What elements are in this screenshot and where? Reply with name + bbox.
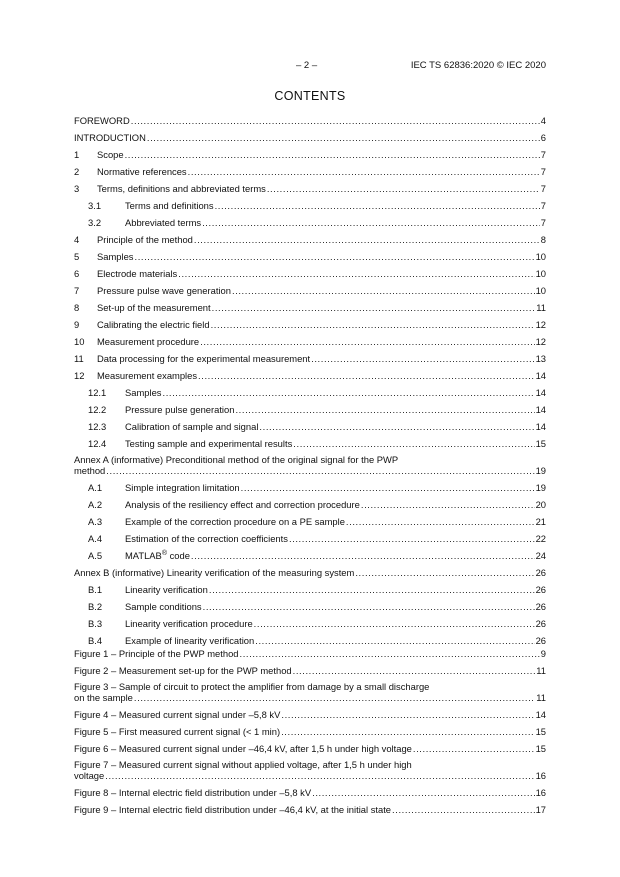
- leader-dots: [131, 112, 540, 129]
- toc-entry[interactable]: [74, 598, 546, 615]
- toc-entry[interactable]: [74, 333, 546, 350]
- entry-label-text: Linearity verification: [125, 584, 208, 595]
- toc-entry[interactable]: [74, 214, 546, 231]
- entry-label-text: Normative references: [97, 166, 187, 177]
- entry-label-text: Samples: [97, 251, 134, 262]
- entry-label-text: Figure 2 – Measurement set-up for the PWP method: [74, 665, 292, 676]
- leader-dots: [194, 231, 540, 248]
- entry-number: 6: [74, 268, 80, 279]
- entry-label: [74, 723, 280, 740]
- entry-label-text: Example of linearity verification: [125, 635, 255, 646]
- entry-label-text: Terms and definitions: [125, 200, 214, 211]
- entry-label-text: Estimation of the correction coefficients: [125, 533, 288, 544]
- entry-number: A.1: [88, 482, 103, 493]
- entry-label: [97, 333, 199, 350]
- entry-label: [125, 435, 292, 452]
- list-of-figures: [74, 645, 546, 818]
- entry-number: 3.1: [88, 200, 102, 211]
- entry-label-text: Pressure pulse generation: [125, 404, 235, 415]
- entry-label-text: Electrode materials: [97, 268, 178, 279]
- leader-dots: [240, 645, 540, 662]
- toc-entry[interactable]: [74, 530, 546, 547]
- toc-entry[interactable]: [74, 197, 546, 214]
- entry-page-number: 24: [535, 550, 546, 561]
- entry-number: 4: [74, 234, 80, 245]
- page-title: CONTENTS: [274, 89, 346, 103]
- entry-label: [125, 513, 345, 530]
- entry-label-text: Annex B (informative) Linearity verification of the measuring system: [74, 567, 355, 578]
- leader-dots: [235, 401, 534, 418]
- entry-label: [125, 615, 253, 632]
- toc-entry[interactable]: [74, 112, 546, 129]
- entry-label-text: Abbreviated terms: [125, 217, 202, 228]
- toc-entry[interactable]: [74, 679, 546, 706]
- entry-page-number: 20: [535, 499, 546, 510]
- toc-entry[interactable]: [74, 723, 546, 740]
- entry-second-line: [74, 692, 546, 703]
- entry-page-number: 7: [540, 183, 546, 194]
- entry-label-text: Figure 9 – Internal electric field distribution under –46,4 kV, at the initial state: [74, 804, 392, 815]
- entry-label-text: Scope: [97, 149, 124, 160]
- toc-entry[interactable]: [74, 645, 546, 662]
- toc-entry[interactable]: [74, 384, 546, 401]
- leader-dots: [215, 197, 540, 214]
- toc-entry[interactable]: [74, 581, 546, 598]
- toc-entry[interactable]: [74, 740, 546, 757]
- leader-dots: [232, 282, 535, 299]
- entry-number: 12: [74, 370, 85, 381]
- leader-dots: [355, 564, 534, 581]
- entry-number: 1: [74, 149, 80, 160]
- entry-page-number: 12: [535, 319, 546, 330]
- leader-dots: [361, 496, 535, 513]
- toc-entry[interactable]: [74, 367, 546, 384]
- entry-page-number: 14: [535, 387, 546, 398]
- entry-label-text: INTRODUCTION: [74, 132, 146, 143]
- entry-label-text: MATLAB: [125, 550, 162, 561]
- leader-dots: [191, 547, 535, 564]
- leader-dots: [147, 129, 540, 146]
- entry-number: 9: [74, 319, 80, 330]
- entry-label: [125, 581, 208, 598]
- entry-label: [97, 265, 177, 282]
- leader-dots: [162, 384, 534, 401]
- toc-entry[interactable]: [74, 350, 546, 367]
- entry-page-number: 14: [535, 404, 546, 415]
- entry-number: A.4: [88, 533, 103, 544]
- page-number: – 2 –: [296, 60, 318, 71]
- table-of-contents: [74, 112, 546, 649]
- entry-label-line: Figure 3 – Sample of circuit to protect the amplifier from damage by a small discharge: [74, 681, 430, 692]
- leader-dots: [211, 316, 535, 333]
- toc-entry[interactable]: [74, 299, 546, 316]
- entry-label: [97, 367, 197, 384]
- entry-number: A.3: [88, 516, 103, 527]
- toc-entry[interactable]: [74, 757, 546, 784]
- entry-page-number: 10: [535, 251, 546, 262]
- toc-entry[interactable]: [74, 401, 546, 418]
- leader-dots: [125, 146, 540, 163]
- entry-page-number: 26: [535, 635, 546, 646]
- entry-label-text: Principle of the method: [97, 234, 193, 245]
- entry-label-text: Linearity verification procedure: [125, 618, 253, 629]
- entry-label-text: Terms, definitions and abbreviated terms: [97, 183, 266, 194]
- entry-page-number: 22: [535, 533, 546, 544]
- entry-label-text: Simple integration limitation: [125, 482, 240, 493]
- entry-label-continuation: on the sample: [74, 692, 133, 703]
- leader-dots: [106, 465, 534, 476]
- entry-label-text: Calibrating the electric field: [97, 319, 210, 330]
- toc-entry[interactable]: [74, 180, 546, 197]
- entry-page-number: 4: [540, 115, 546, 126]
- entry-label-line: Annex A (informative) Preconditional method of the original signal for the PWP: [74, 454, 399, 465]
- leader-dots: [200, 333, 534, 350]
- leader-dots: [134, 248, 534, 265]
- entry-label: [97, 231, 193, 248]
- entry-label-text: Set-up of the measurement: [97, 302, 211, 313]
- toc-entry[interactable]: [74, 564, 546, 581]
- entry-page-number: 21: [535, 516, 546, 527]
- entry-second-line: [74, 770, 546, 781]
- toc-entry[interactable]: [74, 265, 546, 282]
- entry-page-number: 11: [536, 665, 546, 676]
- entry-number: 7: [74, 285, 80, 296]
- entry-label: [125, 496, 360, 513]
- leader-dots: [346, 513, 535, 530]
- entry-number: 11: [74, 353, 84, 364]
- entry-label-text: Sample conditions: [125, 601, 202, 612]
- toc-entry[interactable]: [74, 615, 546, 632]
- entry-label-text: Figure 8 – Internal electric field distribution under –5,8 kV: [74, 787, 312, 798]
- entry-label-text: Measurement examples: [97, 370, 198, 381]
- toc-entry[interactable]: [74, 706, 546, 723]
- toc-entry[interactable]: [74, 479, 546, 496]
- entry-number: B.2: [88, 601, 103, 612]
- entry-label: [74, 784, 311, 801]
- entry-label-continuation: method: [74, 465, 106, 476]
- leader-dots: [134, 692, 535, 703]
- toc-entry[interactable]: [74, 547, 546, 564]
- entry-label: [97, 163, 187, 180]
- entry-page-number: 7: [540, 217, 546, 228]
- entry-number: 3.2: [88, 217, 102, 228]
- toc-entry[interactable]: [74, 435, 546, 452]
- entry-number: 10: [74, 336, 85, 347]
- entry-page-number: 15: [535, 438, 546, 449]
- toc-entry[interactable]: [74, 248, 546, 265]
- entry-page-number: 15: [535, 743, 546, 754]
- entry-page-number: 6: [540, 132, 546, 143]
- entry-page-number: 26: [535, 584, 546, 595]
- toc-entry[interactable]: [74, 146, 546, 163]
- entry-label: [74, 129, 146, 146]
- entry-label: [74, 740, 412, 757]
- page-header: [0, 60, 620, 74]
- entry-page-number: 26: [535, 601, 546, 612]
- entry-label-text: Figure 1 – Principle of the PWP method: [74, 648, 239, 659]
- entry-page-number: 12: [535, 336, 546, 347]
- entry-label: [125, 384, 161, 401]
- leader-dots: [293, 435, 534, 452]
- toc-entry[interactable]: [74, 129, 546, 146]
- entry-page-number: 10: [535, 285, 546, 296]
- entry-page-number: 26: [535, 618, 546, 629]
- entry-label-text: Pressure pulse wave generation: [97, 285, 231, 296]
- entry-label: [125, 401, 234, 418]
- leader-dots: [178, 265, 534, 282]
- entry-number: 3: [74, 183, 80, 194]
- leader-dots: [188, 163, 540, 180]
- document-id: IEC TS 62836:2020 © IEC 2020: [410, 60, 546, 71]
- entry-page-number: 13: [535, 353, 546, 364]
- entry-second-line: [74, 465, 546, 476]
- entry-page-number: 19: [535, 465, 546, 476]
- entry-page-number: 11: [536, 692, 546, 703]
- entry-label-text: Analysis of the resiliency effect and correction procedure: [125, 499, 360, 510]
- entry-label: [97, 299, 211, 316]
- toc-entry[interactable]: [74, 282, 546, 299]
- entry-label: [74, 706, 280, 723]
- leader-dots: [267, 180, 540, 197]
- entry-number: A.5: [88, 550, 103, 561]
- leader-dots: [413, 740, 535, 757]
- toc-entry[interactable]: [74, 316, 546, 333]
- entry-page-number: 9: [540, 648, 546, 659]
- entry-page-number: 16: [535, 787, 546, 798]
- toc-entry[interactable]: [74, 452, 546, 479]
- entry-label: [125, 214, 201, 231]
- entry-label: [125, 530, 288, 547]
- entry-page-number: 7: [540, 200, 546, 211]
- leader-dots: [203, 598, 535, 615]
- entry-number: B.3: [88, 618, 103, 629]
- toc-entry[interactable]: [74, 496, 546, 513]
- leader-dots: [241, 479, 535, 496]
- entry-label-continuation: voltage: [74, 770, 105, 781]
- leader-dots: [293, 662, 536, 679]
- entry-label-text: Data processing for the experimental measurement: [97, 353, 311, 364]
- entry-page-number: 7: [540, 149, 546, 160]
- leader-dots: [281, 723, 534, 740]
- entry-label: [125, 547, 190, 564]
- entry-label: [74, 662, 292, 679]
- toc-entry[interactable]: [74, 662, 546, 679]
- entry-label: [125, 197, 214, 214]
- entry-number: 12.4: [88, 438, 107, 449]
- toc-entry[interactable]: [74, 513, 546, 530]
- entry-number: 5: [74, 251, 80, 262]
- entry-label: [97, 316, 210, 333]
- entry-label-text: Figure 4 – Measured current signal under –5,8 kV: [74, 709, 281, 720]
- entry-page-number: 7: [540, 166, 546, 177]
- leader-dots: [259, 418, 534, 435]
- entry-number: 12.2: [88, 404, 107, 415]
- entry-label-text: Samples: [125, 387, 162, 398]
- leader-dots: [254, 615, 535, 632]
- entry-number: 8: [74, 302, 80, 313]
- entry-page-number: 14: [535, 421, 546, 432]
- entry-label-text: Figure 5 – First measured current signal (< 1 min): [74, 726, 281, 737]
- leader-dots: [311, 350, 534, 367]
- leader-dots: [392, 801, 535, 818]
- toc-entry[interactable]: [74, 163, 546, 180]
- toc-entry[interactable]: [74, 801, 546, 818]
- entry-label: [125, 598, 202, 615]
- toc-entry[interactable]: [74, 784, 546, 801]
- entry-label-line: Figure 7 – Measured current signal without applied voltage, after 1,5 h under high: [74, 759, 412, 770]
- entry-page-number: 19: [535, 482, 546, 493]
- entry-page-number: 8: [540, 234, 546, 245]
- entry-label: [125, 418, 258, 435]
- entry-label-tail: code: [166, 550, 190, 561]
- leader-dots: [281, 706, 534, 723]
- toc-entry[interactable]: [74, 418, 546, 435]
- entry-page-number: 11: [536, 302, 546, 313]
- entry-page-number: 14: [535, 709, 546, 720]
- entry-number: 12.1: [88, 387, 107, 398]
- entry-label: [97, 146, 124, 163]
- entry-label-text: Testing sample and experimental results: [125, 438, 293, 449]
- entry-page-number: 15: [535, 726, 546, 737]
- entry-label-text: Measurement procedure: [97, 336, 200, 347]
- entry-label: [74, 645, 239, 662]
- entry-label-text: Calibration of sample and signal: [125, 421, 259, 432]
- entry-label: [74, 801, 391, 818]
- entry-page-number: 26: [535, 567, 546, 578]
- entry-number: B.1: [88, 584, 103, 595]
- entry-label: [74, 564, 354, 581]
- entry-page-number: 17: [535, 804, 546, 815]
- entry-label: [97, 350, 310, 367]
- leader-dots: [209, 581, 535, 598]
- leader-dots: [212, 299, 536, 316]
- entry-label-text: Figure 6 – Measured current signal under –46,4 kV, after 1,5 h under high voltage: [74, 743, 412, 754]
- entry-number: A.2: [88, 499, 103, 510]
- entry-label: [74, 112, 130, 129]
- leader-dots: [105, 770, 534, 781]
- registered-mark: ®: [161, 550, 167, 557]
- entry-label: [97, 248, 133, 265]
- toc-entry[interactable]: [74, 231, 546, 248]
- entry-label: [97, 282, 231, 299]
- entry-label-text: Example of the correction procedure on a PE sample: [125, 516, 345, 527]
- entry-label: [125, 479, 240, 496]
- entry-number: B.4: [88, 635, 103, 646]
- entry-label: [97, 180, 266, 197]
- leader-dots: [198, 367, 535, 384]
- entry-page-number: 14: [535, 370, 546, 381]
- entry-page-number: 16: [535, 770, 546, 781]
- entry-number: 2: [74, 166, 80, 177]
- entry-label-text: FOREWORD: [74, 115, 130, 126]
- leader-dots: [312, 784, 534, 801]
- entry-number: 12.3: [88, 421, 107, 432]
- entry-page-number: 10: [535, 268, 546, 279]
- leader-dots: [202, 214, 540, 231]
- leader-dots: [289, 530, 535, 547]
